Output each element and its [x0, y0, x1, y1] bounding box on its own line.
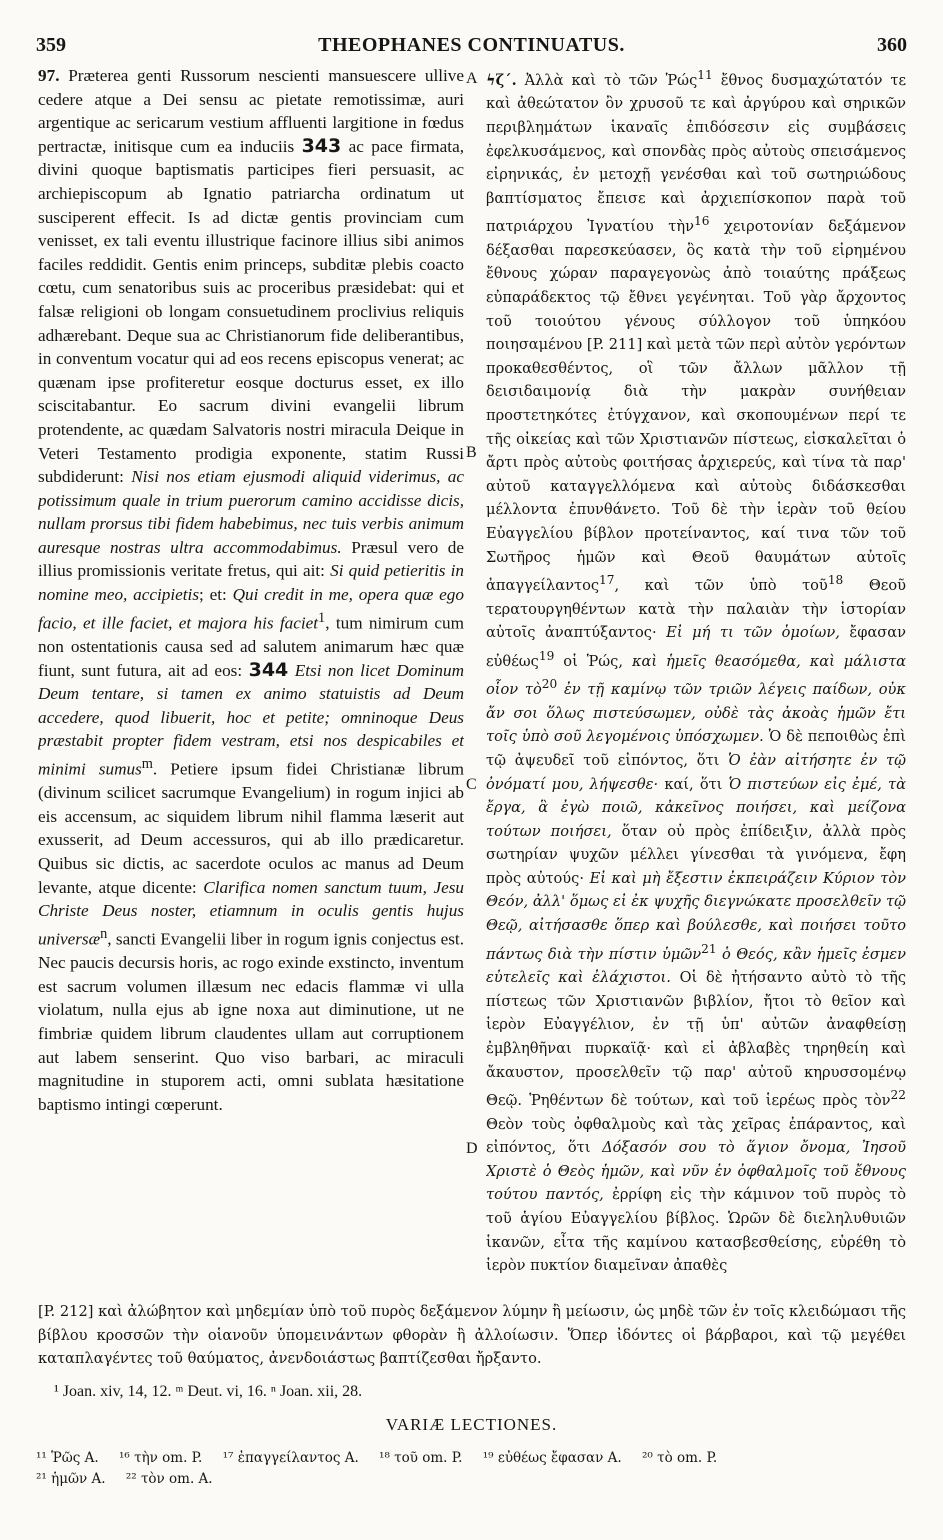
greek-section-number: ϟζ΄. [486, 71, 517, 89]
margin-letter-a: A [466, 70, 478, 87]
footnote-ref: m [141, 755, 153, 772]
variant-ref: 22 [890, 1088, 906, 1103]
variant-ref: 17 [599, 573, 615, 588]
right-page-number: 360 [876, 34, 907, 56]
greek-continuation: [P. 212] καὶ ἀλώβητον καὶ μηδεμίαν ὑπὸ τοῦ πυρὸς δεξάμενον λύμην ἢ μείωσιν, ὡς μηδὲ τῶν ἐν τοῖς κλειδώμασι τῆς βίβλου κροσσῶν τὴν οἱανοῦν ὑπομεινάντων φθορὰν ἢ ἀλλοίωσιν. Ὅπερ ἰδόντες οἱ βάρβαροι, καὶ τῷ μεγέθει καταπλαγέντες τοῦ θαύματος, ἀνενδοιάστως βαπτίζεσθαι ἤρξαντο. [38, 1303, 906, 1368]
running-title: THEOPHANES CONTINUATUS. [318, 34, 625, 56]
variant-ref: 21 [701, 941, 717, 956]
latin-quote: Qui credit in me, opera quæ ego facio, et ille faciet, et majora his faciet [38, 585, 464, 633]
variae-lectiones [36, 1448, 906, 1490]
greek-quote: Δόξασόν σου τὸ ἅγιον ὄνομα, Ἰησοῦ Χριστὲ ὁ Θεὸς ἡμῶν, καὶ νῦν ἐν ὀφθαλμοῖς τοῦ ἔθνους τούτου παντός, [486, 1139, 906, 1204]
variant-entry: ¹⁹ εὐθέως ἔφασαν A. [482, 1450, 622, 1466]
greek-quote: Ὁ πιστεύων εἰς ἐμέ, τὰ ἔργα, ἃ ἐγὼ ποιῶ, κἀκεῖνος ποιήσει, καὶ μείζονα τούτων ποιήσει, [486, 775, 906, 840]
latin-column [38, 64, 464, 1294]
greek-quote: Εἰ καὶ μὴ ἔξεστιν ἐκπειράζειν Κύριον τὸν Θεόν, ἀλλ' ὅμως εἰ ἐκ ψυχῆς διεγνώκατε προσελθεῖν τῷ Θεῷ, αἰτήσασθε ὅπερ καὶ βούλεσθε, καὶ ποιήσει τοῦτο πάντως διὰ τὴν πίστιν ὑμῶν [486, 869, 906, 963]
latin-section-number: 97. [38, 66, 60, 85]
latin-quote: Clarifica nomen sanctum tuum, Jesu Christe Deus noster, etiamnum in oculis gentis hujus universæ [38, 877, 464, 949]
latin-paragraph: 97. Præterea genti Russorum nescienti mansuescere ullive cedere atque a Dei sensu ac pietate remotissimæ, auri argentique ac sericarum vestium affluenti largitione in fœdus pertractæ, initisque cum ea induciis 343 ac pace firmata, divini quoque baptismatis participes fieri persuasit, ac archiepiscopum ab Ignatio patriarcha ordinatum ut susciperent effecit. Is ad dictæ gentis provinciam cum venisset, ex tali eventu illustrique facinore illius sibi animos faciles reddidit. Gentis enim princeps, subditæ plebis coacto cœtu, cum senatoribus suis ac proceribus præsidebat: qui et falsæ religioni ob longam consuetudinem proclivius reliquis adhærebant. Deque sua ac Christianorum fide deliberantibus, in conventum vocatur qui ad eos recens episcopus venerat; ac quænam ipse profiteretur eosque docturus esset, ex illo sciscitabantur. Eo sacrum divini evangelii librum protendente, ac quædam Salvatoris nostri miracula Deique in Veteri Testamento prodigia exponente, statim Russi subdiderunt: Nisi nos etiam ejusmodi aliquid viderimus, ac potissimum quale in trium puerorum camino accidisse dicis, nullam prorsus tibi fidem habebimus, nec tuis verbis animum auresque nostras ultra accommodabimus. Præsul vero de illius promissionis veritate fretus, qui ait: Si quid petieritis in nomine meo, accipietis; et: Qui credit in me, opera quæ ego facio, et ille faciet, et majora his faciet$^1$, tum nimirum cum non ostentationis causa sed ad salutem animarum hæc quæ fiunt, sunt futura, ait ad eos: 344 Etsi non licet Dominum Deum tentare, si tamen ex animo statuistis ad Deum accedere, quod libuerit, hoc et petite; omninoque Deus præstabit propter fidem vestram, etsi nos despicabiles et minimi sumus$^m$. Petiere ipsum fidei Christianæ librum (divinum scilicet sacrumque Evangelium) in rogum injici ab eis accensum, ac siquidem librum nihil flamma læserit aut exusserit, ad Deum accessuros, qui ab illo prædicaretur. Quibus sic dictis, ac sacerdote oculos ac manus ad Deum levante, atque dicente: Clarifica nomen sanctum tuum, Jesu Christe Deus noster, etiamnum in oculis gentis hujus universæ$^n$, sancti Evangelii liber in rogum ignis conjectus est. Nec paucis decursis horis, ac rogo exinde exstincto, inventum est sacrum volumen illæsum nec edacis flammæ vi ulla violatum, nulla ejus ab igne noxa aut diminutione, ut ne fimbriæ quidem librum claudentes ullam aut corruptionem aut labem senserint. Quo viso barbari, ac miraculi magnitudine in stuporem acti, omni sublata hæsitatione baptismo intingi cœperunt. [38, 66, 464, 1114]
margin-letter-b: B [466, 444, 477, 461]
greek-quote: ὁ Θεός, κἂν ἡμεῖς ἐσμεν εὐτελεῖς καὶ ἐλάχιστοι. [486, 945, 906, 987]
footnote-ref: 1 [318, 609, 326, 626]
footnotes: ¹ Joan. xiv, 14, 12. ᵐ Deut. vi, 16. ⁿ Joan. xii, 28. [54, 1383, 363, 1400]
variant-ref: 11 [697, 68, 713, 82]
variae-lectiones-title: VARIÆ LECTIONES. [385, 1415, 558, 1434]
variant-entry: ¹¹ Ῥῶς A. [36, 1450, 99, 1466]
variant-ref: 16 [694, 214, 710, 229]
latin-quote: Etsi non licet Dominum Deum tentare, si tamen ex animo statuistis ad Deum accedere, quod libuerit, hoc et petite; omninoque Deus præstabit propter fidem vestram, etsi nos despicabiles et minimi sumus [38, 660, 464, 779]
left-page-number: 359 [36, 34, 66, 56]
variant-ref: 20 [541, 677, 558, 692]
greek-quote: καὶ ἡμεῖς θεασόμεθα, καὶ μάλιστα οἷον τὸ [486, 652, 906, 699]
latin-quote: Si quid petieritis in nomine meo, accipietis [38, 561, 464, 605]
variant-ref: 19 [538, 648, 555, 663]
margin-letter-d: D [466, 1140, 478, 1157]
greek-quote: Εἰ μή τι τῶν ὁμοίων, [666, 624, 840, 642]
margin-letters [466, 64, 486, 1294]
greek-quote: Ὁ ἐὰν αἰτήσητε ἐν τῷ ὀνόματί μου, λήψεσθε· [486, 751, 906, 793]
variant-entry: ¹⁶ τὴν om. P. [118, 1450, 203, 1466]
margin-letter-c: C [466, 776, 477, 793]
margin-marker-344: 344 [248, 658, 289, 681]
variant-entry: ²⁰ τὸ om. P. [642, 1450, 718, 1466]
variant-entry: ²² τὸν om. A. [125, 1471, 213, 1487]
variant-entry: ²¹ ἡμῶν A. [36, 1471, 106, 1487]
greek-quote: ἐν τῇ καμίνῳ τῶν τριῶν λέγεις παίδων, οὐκ ἄν σοι ὅλως πιστεύσωμεν, οὐδὲ τὰς ἀκοὰς ἡμῶν ἔτι τοῖς ὑπὸ σοῦ λεγομένοις ὑπόσχωμεν. [486, 681, 906, 746]
margin-marker-343: 343 [301, 134, 342, 157]
variant-entry: ¹⁷ ἐπαγγείλαντος A. [222, 1450, 359, 1466]
greek-paragraph: ϟζ΄. Ἀλλὰ καὶ τὸ τῶν Ῥώς$^{11}$ ἔθνος δυσμαχώτατόν τε καὶ ἀθεώτατον ὂν χρυσοῦ τε καὶ ἀργύρου καὶ σηρικῶν περιβλημάτων ἱκαναῖς ἐπιδόσεσιν εἰς συμβάσεις ἐφελκυσάμενος, καὶ σπονδὰς πρὸς αὐτοὺς σπεισάμενος εἰρηνικάς, ἐν μετοχῇ γενέσθαι καὶ τοῦ σωτηριώδους βαπτίσματος ἔπεισε καὶ ἀρχιεπίσκοπον παρὰ τοῦ πατριάρχου Ἰγνατίου τὴν$^{16}$ χειροτονίαν δεξάμενον δέξασθαι παρεσκεύασεν, ὃς κατὰ τὴν τοῦ εἰρημένου ἔθνους χώραν παραγεγονὼς ἀπὸ τοιαύτης πράξεως εὐπαράδεκτος τῷ ἔθνει γεγένηται. Τοῦ γὰρ ἄρχοντος τοῦ τοιούτου γένους σύλλογον τοῦ ὑπηκόου ποιησαμένου [P. 211] καὶ μετὰ τῶν περὶ αὐτὸν γερόντων προκαθεσθέντος, οἳ τῶν ἄλλων μᾶλλον τῇ δεισιδαιμονίᾳ διὰ τὴν μακρὰν συνήθειαν προστετηκότες ἐτύγχανον, καὶ σκοπουμένων περί τε τῆς οἰκείας καὶ τῶν Χριστιανῶν πίστεως, εἰσκαλεῖται ὁ ἄρτι πρὸς αὐτοὺς φοιτήσας ἀρχιερεύς, καὶ τίνα τὰ παρ' αὐτοῦ καταγγελλόμενα καὶ αὐτοὺς διδάσκεσθαι μέλλοντα ἐπυνθάνετο. Τοῦ δὲ τὴν ἱερὰν τοῦ θείου Εὐαγγελίου βίβλον προτείναντος, καί τινα τῶν τοῦ Σωτῆρος ἡμῶν καὶ Θεοῦ θαυμάτων αὐτοῖς ἀπαγγείλαντος$^{17}$, καὶ τῶν ὑπὸ τοῦ$^{18}$ Θεοῦ τερατουργηθέντων κατὰ τὴν παλαιὰν τὴν ἱστορίαν αὐτοῖς ἀναπτύξαντος· Εἰ μή τι τῶν ὁμοίων, ἔφασαν εὐθέως$^{19}$ οἱ Ῥώς, καὶ ἡμεῖς θεασόμεθα, καὶ μάλιστα οἷον τὸ$^{20}$ ἐν τῇ καμίνῳ τῶν τριῶν λέγεις παίδων, οὐκ ἄν σοι ὅλως πιστεύσωμεν, οὐδὲ τὰς ἀκοὰς ἡμῶν ἔτι τοῖς ὑπὸ σοῦ λεγομένοις ὑπόσχωμεν. Ὁ δὲ πεποιθὼς ἐπὶ τῷ ἀψευδεῖ τοῦ εἰπόντος, ὅτι Ὁ ἐὰν αἰτήσητε ἐν τῷ ὀνόματί μου, λήψεσθε· καί, ὅτι Ὁ πιστεύων εἰς ἐμέ, τὰ ἔργα, ἃ ἐγὼ ποιῶ, κἀκεῖνος ποιήσει, καὶ μείζονα τούτων ποιήσει, ὅταν οὐ πρὸς ἐπίδειξιν, ἀλλὰ πρὸς σωτηρίαν ψυχῶν μέλλει γίνεσθαι τὰ γινόμενα, ἔφη πρὸς αὐτούς· Εἰ καὶ μὴ ἔξεστιν ἐκπειράζειν Κύριον τὸν Θεόν, ἀλλ' ὅμως εἰ ἐκ ψυχῆς διεγνώκατε προσελθεῖν τῷ Θεῷ, αἰτήσασθε ὅπερ καὶ βούλεσθε, καὶ ποιήσει τοῦτο πάντως διὰ τὴν πίστιν ὑμῶν$^{21}$ ὁ Θεός, κἂν ἡμεῖς ἐσμεν εὐτελεῖς καὶ ἐλάχιστοι. Οἱ δὲ ἠτήσαντο αὐτὸ τὸ τῆς πίστεως τῶν Χριστιανῶν βιβλίον, ἤτοι τὸ θεῖον καὶ ἱερὸν Εὐαγγέλιον, ἐν τῇ ὑπ' αὐτῶν ἀναφθείσῃ ἐμβληθῆναι πυρκαϊᾷ· καὶ εἰ ἀβλαβὲς τηρηθείη καὶ ἄκαυστον, προσελθεῖν τῷ παρ' αὐτοῦ κηρυσσομένῳ Θεῷ. Ῥηθέντων δὲ τούτων, καὶ τοῦ ἱερέως πρὸς τὸν$^{22}$ Θεὸν τοὺς ὀφθαλμοὺς καὶ τὰς χεῖρας ἐπάραντος, καὶ εἰπόντος, ὅτι Δόξασόν σου τὸ ἅγιον ὄνομα, Ἰησοῦ Χριστὲ ὁ Θεὸς ἡμῶν, καὶ νῦν ἐν ὀφθαλμοῖς τοῦ ἔθνους τούτου παντός, ἐρρίφη εἰς τὴν κάμινον τοῦ πυρὸς τὸ τοῦ ἁγίου Εὐαγγελίου βίβλος. Ὡρῶν δὲ διεληλυθυιῶν ἱκανῶν, εἶτα τῆς καμίνου κατασβεσθείσης, εὑρέθη τὸ ἱερὸν πυκτίον διαμεῖναν ἀπαθὲς [486, 68, 906, 1275]
latin-quote: Nisi nos etiam ejusmodi aliquid viderimus, ac potissimum quale in trium puerorum camino accidisse dicis, nullam prorsus tibi fidem habebimus, nec tuis verbis animum auresque nostras ultra accommodabimus. [38, 467, 464, 557]
page-header [36, 34, 907, 60]
variant-ref: 18 [827, 573, 844, 588]
variant-entry: ¹⁸ τοῦ om. P. [379, 1450, 463, 1466]
footnote-ref: n [100, 925, 108, 942]
greek-column [486, 64, 906, 1294]
